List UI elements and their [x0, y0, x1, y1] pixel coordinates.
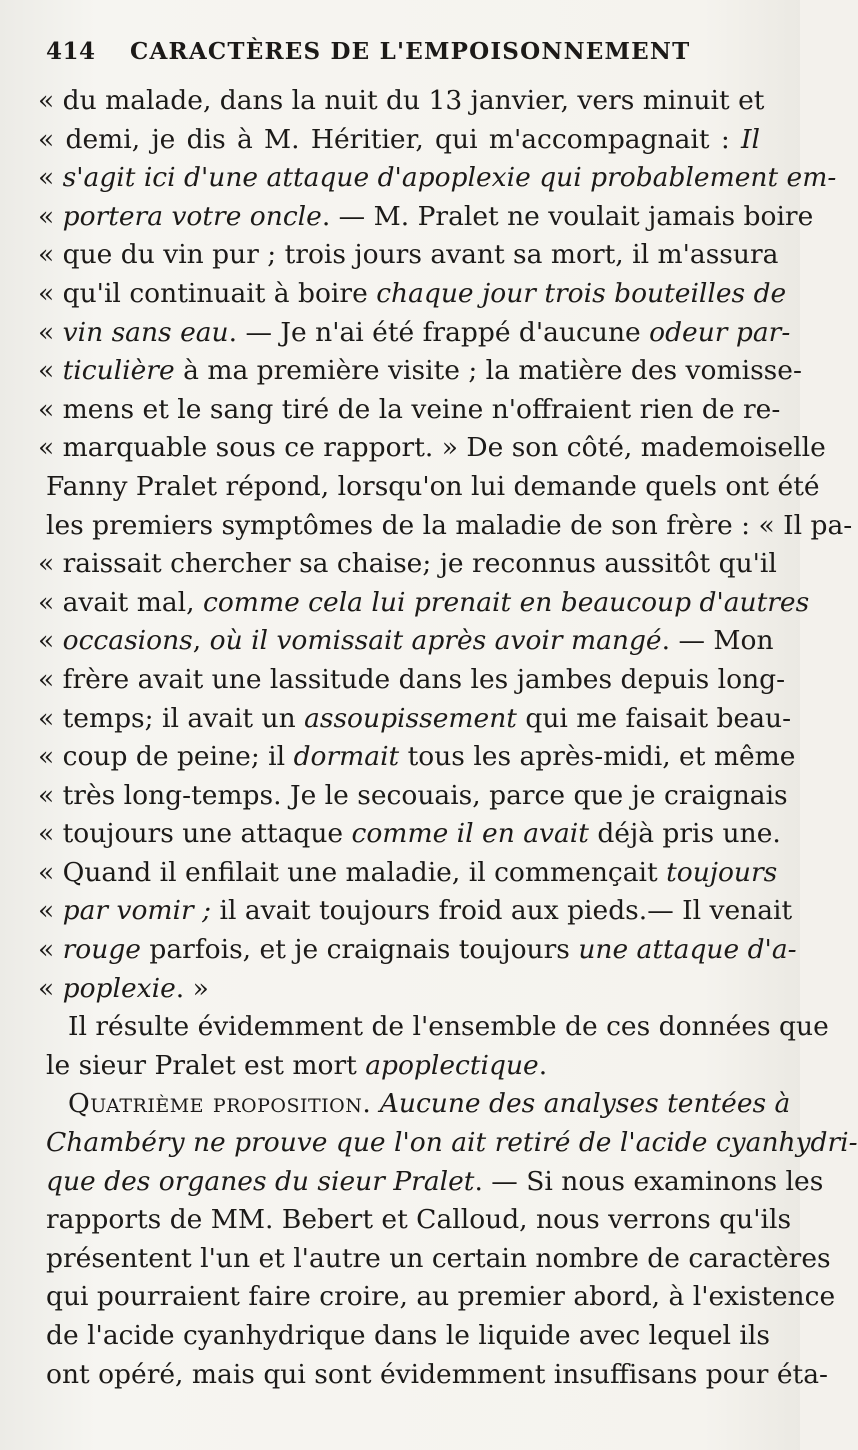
- text-segment: « Quand il enfilait une maladie, il commençait: [38, 856, 667, 888]
- text-segment: rapports de MM. Bebert et Calloud, nous verrons qu'ils: [46, 1204, 792, 1236]
- text-line: [46, 507, 853, 546]
- text-line: [38, 198, 814, 237]
- italic-text: comme il en avait: [351, 818, 589, 850]
- text-line: [38, 314, 791, 353]
- text-line: [38, 622, 774, 661]
- text-line: [38, 892, 793, 931]
- text-segment: Quatrième proposition.: [68, 1088, 372, 1120]
- text-segment: les premiers symptômes de la maladie de son frère : « Il pa-: [46, 509, 853, 541]
- text-line: [38, 275, 787, 314]
- text-segment: «: [38, 355, 63, 387]
- text-line: [46, 1356, 828, 1395]
- text-line: [38, 391, 781, 430]
- italic-text: apoplectique: [365, 1049, 539, 1081]
- text-line: [46, 1278, 836, 1317]
- italic-text: Chambéry ne prouve que l'on ait retiré de l'acide cyanhydri-: [46, 1127, 858, 1159]
- text-segment: tous les après-midi, et même: [399, 741, 796, 773]
- text-segment: Fanny Pralet répond, lorsqu'on lui demande quels ont été: [46, 470, 820, 502]
- text-line: [38, 931, 797, 970]
- text-line: [38, 738, 796, 777]
- italic-text: assoupissement: [304, 702, 517, 734]
- text-segment: ,: [192, 625, 210, 657]
- running-title: CARACTÈRES DE L'EMPOISONNEMENT: [130, 38, 691, 65]
- text-segment: «: [38, 895, 63, 927]
- text-line: [38, 236, 779, 275]
- text-segment: Il résulte évidemment de l'ensemble de ces données que: [68, 1011, 829, 1043]
- text-segment: à ma première visite ; la matière des vomisse-: [174, 355, 802, 387]
- italic-text: portera votre oncle: [62, 200, 322, 232]
- text-line: [46, 1201, 792, 1240]
- italic-text: s'agit ici d'une attaque d'apoplexie qui probablement em-: [62, 162, 837, 194]
- text-segment: « coup de peine; il: [38, 741, 294, 773]
- italic-text: où il vomissait après avoir mangé: [209, 625, 662, 657]
- text-line: [38, 121, 760, 160]
- text-line: [38, 82, 765, 121]
- text-line: [46, 1047, 760, 1086]
- text-line: [46, 1008, 829, 1047]
- text-line: [38, 159, 837, 198]
- text-segment: . — Si nous examinons les: [474, 1165, 824, 1197]
- text-segment: « frère avait une lassitude dans les jambes depuis long-: [38, 663, 786, 695]
- text-segment: . — M. Pralet ne voulait jamais boire: [321, 200, 814, 232]
- italic-text: odeur par-: [649, 316, 791, 348]
- text-line: [46, 1163, 824, 1202]
- italic-text: vin sans eau: [62, 316, 229, 348]
- text-line: [38, 584, 810, 623]
- text-line: [38, 545, 777, 584]
- text-segment: « avait mal,: [38, 586, 204, 618]
- italic-text: Aucune des analyses tentées à: [379, 1088, 791, 1120]
- text-segment: .: [538, 1049, 548, 1081]
- italic-text: occasions: [62, 625, 193, 657]
- text-line: [38, 777, 788, 816]
- text-segment: « mens et le sang tiré de la veine n'offraient rien de re-: [38, 393, 781, 425]
- text-line: [46, 1085, 791, 1124]
- text-segment: qui pourraient faire croire, au premier abord, à l'existence: [46, 1281, 836, 1313]
- text-segment: « marquable sous ce rapport. » De son côté, mademoiselle: [38, 432, 826, 464]
- italic-text: par vomir ;: [62, 895, 212, 927]
- text-segment: présentent l'un et l'autre un certain nombre de caractères: [46, 1242, 831, 1274]
- text-segment: « que du vin pur ; trois jours avant sa mort, il m'assura: [38, 239, 779, 271]
- text-line: [38, 854, 778, 893]
- italic-text: une attaque d'a-: [578, 934, 797, 966]
- text-segment: « qu'il continuait à boire: [38, 277, 377, 309]
- text-segment: « du malade, dans la nuit du 13 janvier, vers minuit et: [38, 85, 765, 116]
- italic-text: que des organes du sieur Pralet: [46, 1165, 475, 1197]
- text-segment: . »: [175, 972, 209, 1004]
- text-segment: «: [38, 934, 63, 966]
- text-segment: ont opéré, mais qui sont évidemment insuffisans pour éta-: [46, 1358, 828, 1390]
- text-segment: déjà pris une.: [588, 818, 781, 850]
- page-number: 414: [46, 38, 96, 65]
- italic-text: Il: [741, 123, 760, 155]
- text-line: [46, 1240, 831, 1279]
- text-line: [38, 970, 760, 1009]
- text-segment: qui me faisait beau-: [516, 702, 792, 734]
- text-segment: «: [38, 200, 63, 232]
- text-segment: «: [38, 162, 63, 194]
- italic-text: dormait: [293, 741, 400, 773]
- italic-text: comme cela lui prenait en beaucoup d'autres: [203, 586, 810, 618]
- text-line: [38, 352, 802, 391]
- text-segment: « temps; il avait un: [38, 702, 305, 734]
- text-segment: « très long-temps. Je le secouais, parce que je craignais: [38, 779, 788, 811]
- text-segment: « toujours une attaque: [38, 818, 352, 850]
- text-line: [38, 815, 781, 854]
- text-segment: il avait toujours froid aux pieds.— Il venait: [211, 895, 793, 927]
- page-header: [46, 38, 760, 82]
- text-segment: «: [38, 316, 63, 348]
- italic-text: poplexie: [62, 972, 176, 1004]
- text-segment: « raissait chercher sa chaise; je reconnus aussitôt qu'il: [38, 548, 777, 580]
- text-segment: . — Je n'ai été frappé d'aucune: [228, 316, 650, 348]
- text-segment: de l'acide cyanhydrique dans le liquide avec lequel ils: [46, 1320, 770, 1351]
- text-segment: parfois, et je craignais toujours: [140, 934, 579, 966]
- italic-text: toujours: [666, 856, 778, 888]
- text-line: [38, 700, 792, 739]
- italic-text: ticulière: [62, 355, 175, 387]
- italic-text: rouge: [62, 934, 141, 966]
- text-line: [38, 661, 786, 700]
- text-segment: «: [38, 625, 63, 657]
- text-segment: . — Mon: [661, 625, 774, 657]
- text-segment: « demi, je dis à M. Héritier, qui m'accompagnait :: [38, 123, 742, 155]
- text-segment: «: [38, 972, 63, 1004]
- text-line: [38, 429, 826, 468]
- text-line: [46, 468, 820, 507]
- text-line: [46, 1317, 770, 1356]
- text-segment: [371, 1088, 379, 1119]
- body-text: [38, 82, 858, 1394]
- text-segment: le sieur Pralet est mort: [46, 1049, 366, 1081]
- text-line: [46, 1124, 858, 1163]
- italic-text: chaque jour trois bouteilles de: [376, 277, 787, 309]
